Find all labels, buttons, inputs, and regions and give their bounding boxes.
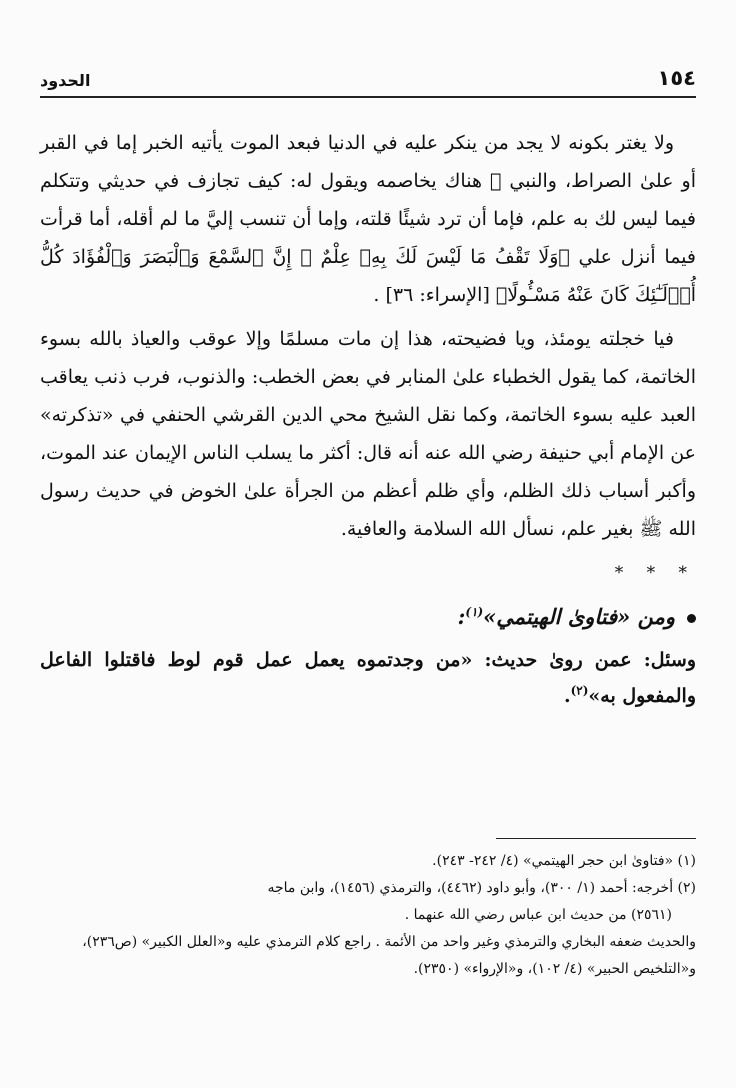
- book-page: [40, 52, 696, 1062]
- footnote-2-continued: (٢٥٦١) من حديث ابن عباس رضي الله عنهما .: [404, 907, 672, 923]
- footnote-1: (١) «فتاوىٰ ابن حجر الهيتمي» (٤/ ٢٤٢- ٢٤٣).: [432, 853, 696, 869]
- heading-footnote-ref: (١): [465, 605, 484, 619]
- page-number: ١٥٤: [657, 66, 696, 90]
- footnote-2: (٢) أخرجه: أحمد (١/ ٣٠٠)، وأبو داود (٤٤٦٢)، والترمذي (١٤٥٦)، وابن ماجه: [267, 880, 696, 896]
- paragraph-1: ولا يغتر بكونه لا يجد من ينكر عليه في الدنيا فبعد الموت يأتيه الخبر إما في القبر أو علىٰ الصراط، والنبي ﷺ هناك يخاصمه ويقول له: كيف تجازف في حديثي وتتكلم فيما ليس لك به علم، فإما أن ترد شيئًا قلته، وإما أن تنسب إليَّ ما لم أقله، أما قرأت فيما أنزل علي ﴿وَلَا تَقْفُ مَا لَيْسَ لَكَ بِهِۦ عِلْمٌ ۚ إِنَّ ٱلسَّمْعَ وَٱلْبَصَرَ وَٱلْفُؤَادَ كُلُّ أُو۟لَـٰٓئِكَ كَانَ عَنْهُ مَسْـُٔولًا﴾ [الإسراء: ٣٦] .: [40, 132, 696, 306]
- heading-text: ومن «فتاوىٰ الهيتمي»: [483, 604, 675, 629]
- bullet-icon: [687, 614, 696, 623]
- running-title: الحدود: [40, 71, 91, 90]
- question-period: .: [563, 685, 571, 707]
- footnote-3: والحديث ضعفه البخاري والترمذي وغير واحد من الأئمة . راجع كلام الترمذي عليه و«العلل الكبير» (ص٢٣٦)، و«التلخيص الحبير» (٤/ ١٠٢)، و«الإرواء» (٢٣٥٠).: [82, 934, 696, 977]
- section-separator: * * *: [614, 563, 696, 583]
- heading-colon: :: [457, 604, 466, 629]
- footnote-rule: [496, 838, 696, 839]
- page-header: [40, 62, 696, 90]
- question-footnote-ref: (٢): [570, 683, 589, 698]
- question-text: وسئل: عمن روىٰ حديث: «من وجدتموه يعمل عمل قوم لوط فاقتلوا الفاعل والمفعول به»: [40, 649, 696, 707]
- question-paragraph: [40, 642, 696, 714]
- header-rule: [40, 96, 696, 98]
- footnotes: [40, 848, 696, 983]
- paragraph-2: فيا خجلته يومئذ، ويا فضيحته، هذا إن مات مسلمًا وإلا عوقب والعياذ بالله بسوء الخاتمة، كما يقول الخطباء علىٰ المنابر في بعض الخطب: والذنوب، فرب ذنب يعاقب العبد عليه بسوء الخاتمة، وكما نقل الشيخ محي الدين القرشي الحنفي في «تذكرته» عن الإمام أبي حنيفة رضي الله عنه أنه قال: أكثر ما يسلب الناس الإيمان عند الموت، وأكبر أسباب ذلك الظلم، وأي ظلم أعظم من الجرأة علىٰ الخوض في حديث رسول الله ﷺ بغير علم، نسأل الله السلامة والعافية.: [40, 328, 696, 540]
- main-text: [40, 124, 696, 720]
- section-heading: [40, 598, 696, 636]
